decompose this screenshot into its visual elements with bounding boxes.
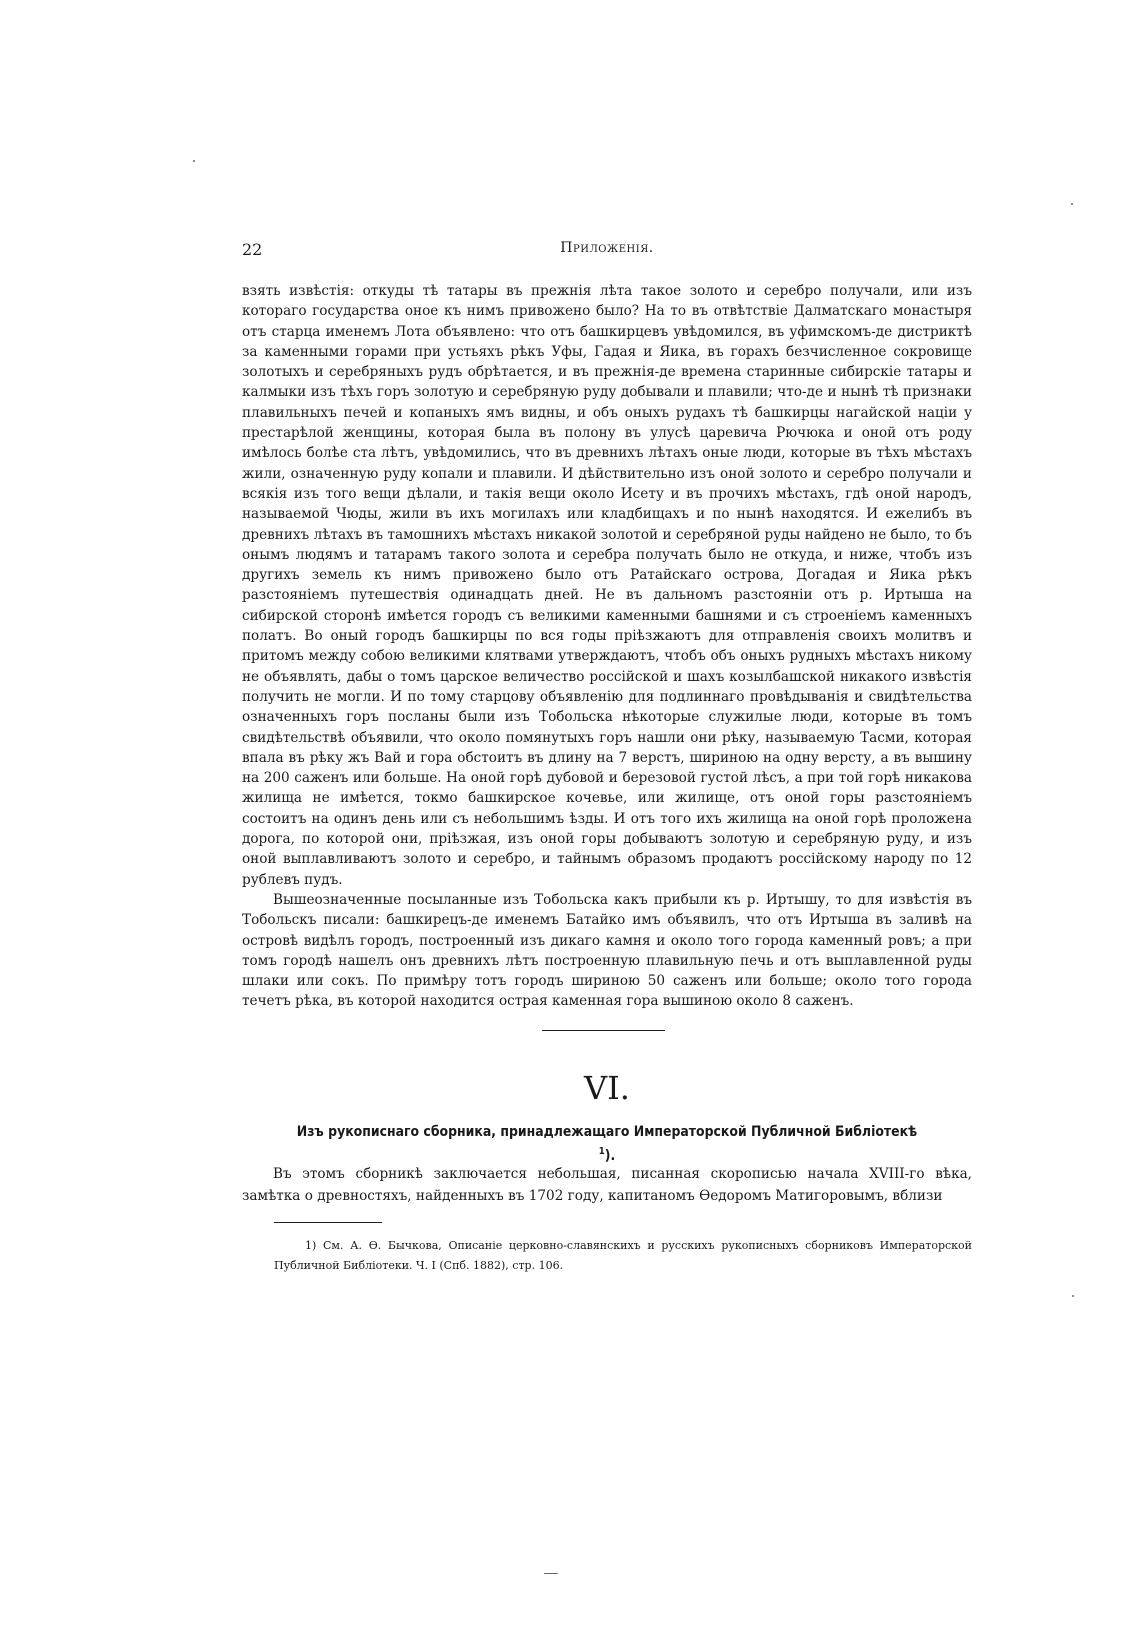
paragraph: взять извѣстія: откуды тѣ татары въ прежнія лѣта такое золото и серебро получали, или изъ котораго государства оное къ нимъ привожено было? На то въ отвѣтствіе Далматскаго монастыря отъ старца именемъ Лота объявлено: что отъ башкирцевъ увѣдомился, въ уфимскомъ-де дистриктѣ за каменными горами при устьяхъ рѣкъ Уфы, Гадая и Яика, въ горахъ безчисленное сокровище золотыхъ и серебряныхъ рудъ обрѣтается, и въ прежнія-де времена старинные сибирскіе татары и калмыки изъ тѣхъ горъ золотую и серебряную руду добывали и плавили; что-де и нынѣ тѣ признаки плавильныхъ печей и копаныхъ ямъ видны, и объ оныхъ рудахъ тѣ башкирцы нагайской націи у престарѣлой женщины, которая была въ полону въ улусѣ царевича Рючюка и оной отъ роду имѣлось болѣе ста лѣтъ, увѣдомились, что въ древнихъ лѣтахъ оные люди, которые въ тѣхъ мѣстахъ жили, означенную руду копали и плавили. И дѣйствительно изъ оной золото и серебро получали и всякія изъ того вещи дѣлали, и такія вещи около Исету и въ прочихъ мѣстахъ, гдѣ оной народъ, называемой Чюды, жили въ ихъ могилахъ или кладбищахъ и по нынѣ находятся. И ежелибъ въ древнихъ лѣтахъ въ тамошнихъ мѣстахъ никакой золотой и серебряной руды найдено не было, то бъ онымъ людямъ и татарамъ такого золота и серебра получать было не откуда, и ниже, чтобъ изъ другихъ земель къ нимъ привожено было отъ Ратайскаго острова, Догадая и Яика рѣкъ разстояніемъ путешествія одинадцать дней. Не въ дальномъ разстояніи отъ р. Иртыша на сибирской сторонѣ имѣется городъ съ великими каменными башнями и съ строеніемъ каменныхъ полатъ. Во оный городъ башкирцы по вся годы пріѣзжаютъ для отправленія своихъ молитвъ и притомъ между собою великими клятвами утверждаютъ, чтобъ объ оныхъ рудныхъ мѣстахъ никому не объявлять, дабы о томъ царское величество россійской и шахъ козылбашской никакого извѣстія получить не могли. И по тому старцову объявленію для подлиннаго провѣдыванія и свидѣтельства означенныхъ горъ посланы были изъ Тобольска нѣкоторые служилые люди, которые въ томъ свидѣтельствѣ объявили, что около помянутыхъ горъ нашли они рѣку, называемую Тасми, которая впала въ рѣку жъ Вай и гора обстоитъ въ длину на 7 верстъ, шириною на одну версту, а въ вышину на 200 саженъ или больше. На оной горѣ дубовой и березовой густой лѣсъ, а при той горѣ никакова жилища не имѣется, токмо башкирское кочевье, или жилище, отъ оной горы разстояніемъ состоитъ на одинъ день или съ небольшимъ ѣзды. И отъ того ихъ жилища на оной горѣ проложена дорога, по которой они, пріѣзжая, изъ оной горы добываютъ золотую и серебряную руду, и изъ оной выплавливаютъ золото и серебро, и тайнымъ образомъ продаютъ россійскому народу по 12 рублевъ пудъ. xyxy=(242,283,972,888)
running-title: Приложенія. xyxy=(560,240,654,256)
section-heading xyxy=(293,1122,921,1166)
footnote: 1) См. А. Ѳ. Бычкова, Описаніе церковно-славянскихъ и русскихъ рукописныхъ сборниковъ Императорской Публичной Библіотеки. Ч. I (Спб. 1882), стр. 106. xyxy=(274,1239,972,1272)
paragraph: Вышеозначенные посыланные изъ Тобольска какъ прибыли къ р. Иртышу, то для извѣстія въ Тобольскъ писали: башкирецъ-де именемъ Батайко имъ объявилъ, что отъ Иртыша въ заливѣ на островѣ видѣлъ городъ, построенный изъ дикаго камня и около того города каменный ровъ; а при томъ городѣ нашелъ онъ древнихъ лѣтъ построенную плавильную печь и отъ выплавленной руды шлаки или сокъ. По примѣру тотъ городъ шириною 50 саженъ или больше; около того города течетъ рѣка, въ которой находится острая каменная гора вышиною около 8 саженъ. xyxy=(242,891,972,1010)
section-numeral: VI. xyxy=(584,1069,630,1107)
main-text xyxy=(242,281,972,1012)
footnote-reference: 1 xyxy=(598,1146,605,1157)
section-divider xyxy=(542,1030,665,1031)
section-paragraph: Въ этомъ сборникѣ заключается небольшая, писанная скорописью начала XVIII-го вѣка, замѣтка о древностяхъ, найденныхъ въ 1702 году, капитаномъ Ѳедоромъ Матигоровымъ, вблизи xyxy=(242,1166,972,1204)
section-heading-end: ). xyxy=(604,1147,616,1164)
page-header xyxy=(242,240,972,262)
page-number: 22 xyxy=(242,240,263,259)
section-heading-text: Изъ рукописнаго сборника, принадлежащаго Императорской Публичной Библіотекѣ xyxy=(296,1124,918,1140)
footnote-rule xyxy=(274,1222,382,1223)
